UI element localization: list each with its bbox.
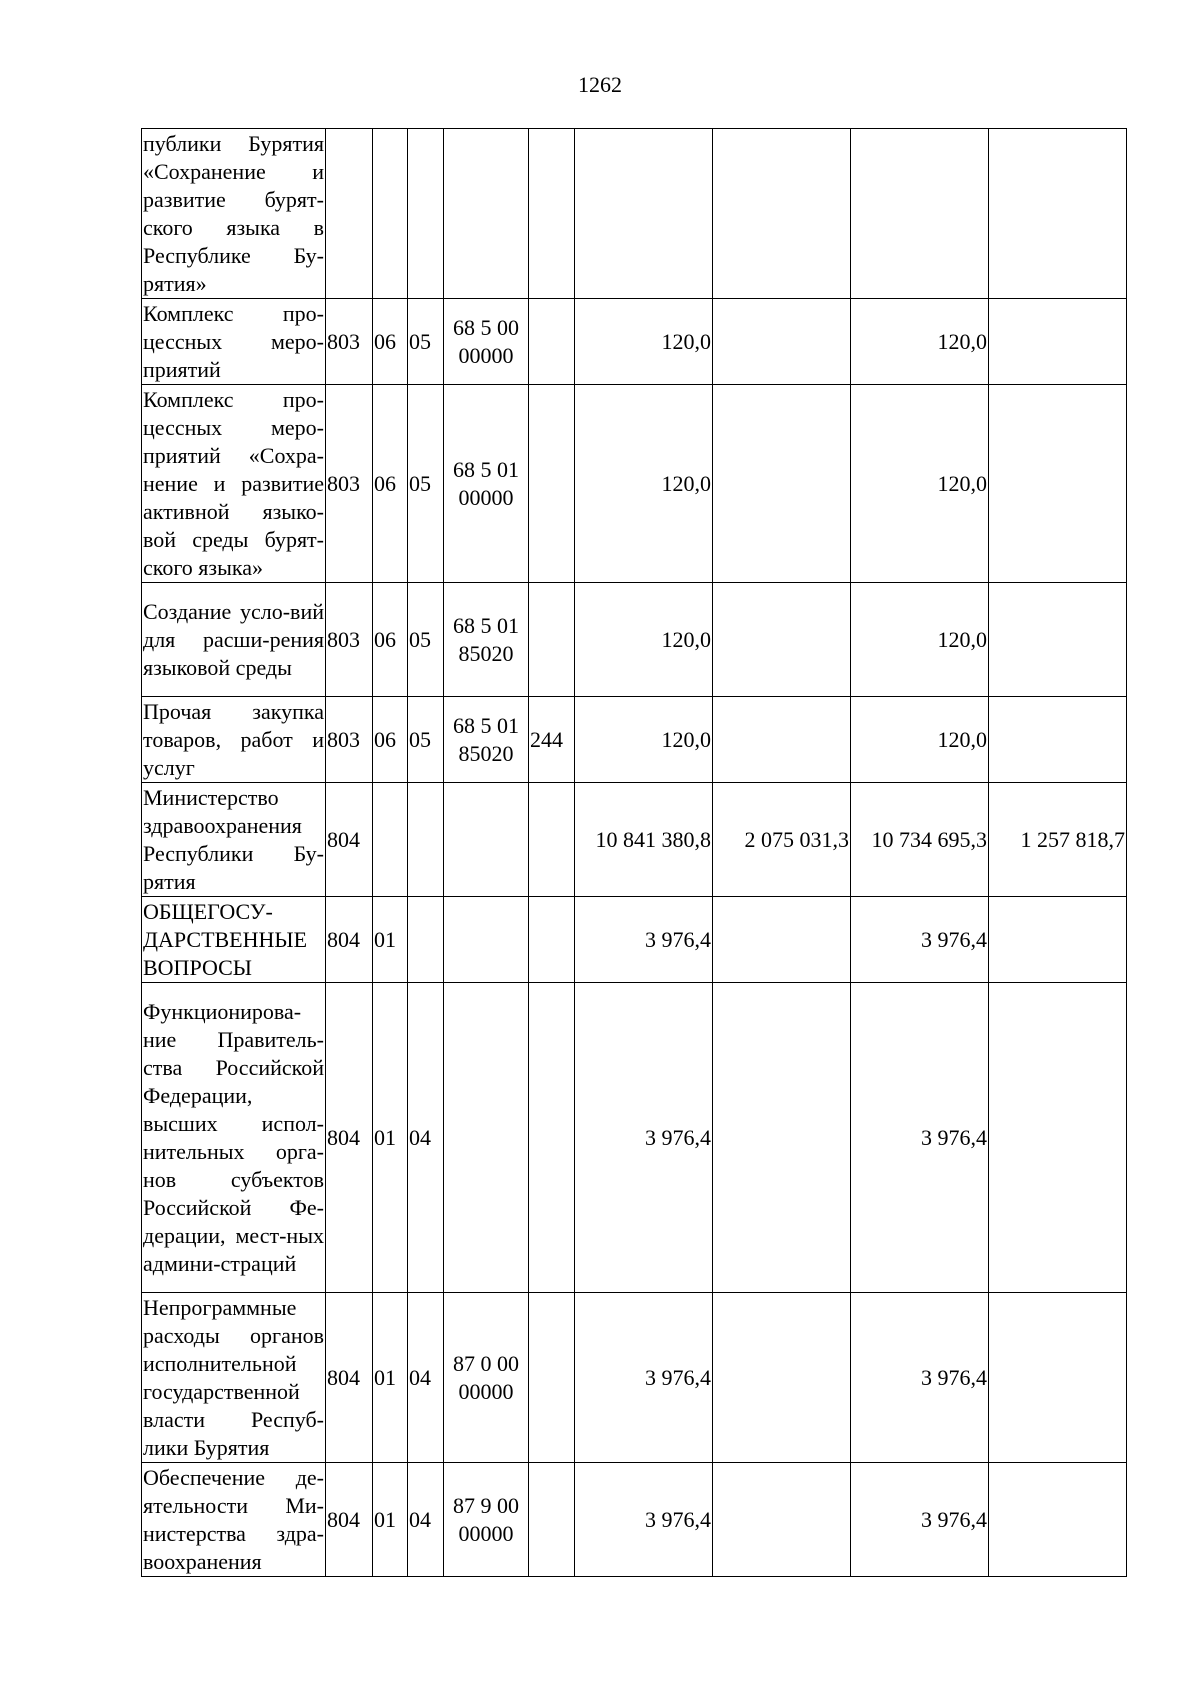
amount-3: 120,0 — [851, 697, 989, 783]
row-name: Функционирова-ние Правитель-ства Российской Федерации, высших испол-нительных орга-нов субъектов Российской Фе-дерации, мест-ных админи-страций — [142, 983, 326, 1293]
amount-4 — [989, 1463, 1127, 1577]
section-code: 06 — [373, 299, 408, 385]
expense-type-code — [529, 385, 575, 583]
target-article-code: 87 0 00 00000 — [444, 1293, 529, 1463]
amount-1: 120,0 — [575, 385, 713, 583]
subsection-code: 05 — [408, 697, 444, 783]
ved-code — [326, 129, 373, 299]
target-article-code — [444, 129, 529, 299]
expense-type-code — [529, 299, 575, 385]
subsection-code — [408, 897, 444, 983]
target-article-code: 68 5 01 00000 — [444, 385, 529, 583]
table-row — [142, 983, 1127, 1293]
amount-1: 3 976,4 — [575, 1463, 713, 1577]
amount-3: 10 734 695,3 — [851, 783, 989, 897]
table-row — [142, 897, 1127, 983]
subsection-code: 05 — [408, 583, 444, 697]
table-row — [142, 783, 1127, 897]
section-code: 01 — [373, 897, 408, 983]
section-code: 01 — [373, 983, 408, 1293]
subsection-code: 05 — [408, 299, 444, 385]
expense-type-code — [529, 1463, 575, 1577]
ved-code: 803 — [326, 385, 373, 583]
amount-2 — [713, 299, 851, 385]
subsection-code: 05 — [408, 385, 444, 583]
target-article-code: 68 5 01 85020 — [444, 697, 529, 783]
amount-1: 10 841 380,8 — [575, 783, 713, 897]
amount-3 — [851, 129, 989, 299]
subsection-code: 04 — [408, 1293, 444, 1463]
amount-1: 120,0 — [575, 697, 713, 783]
amount-4 — [989, 129, 1127, 299]
amount-4 — [989, 897, 1127, 983]
amount-3: 3 976,4 — [851, 897, 989, 983]
table-row — [142, 385, 1127, 583]
table-row — [142, 299, 1127, 385]
amount-2 — [713, 1293, 851, 1463]
amount-1: 3 976,4 — [575, 1293, 713, 1463]
ved-code: 803 — [326, 583, 373, 697]
target-article-code: 87 9 00 00000 — [444, 1463, 529, 1577]
budget-table — [141, 128, 1127, 1577]
amount-1: 3 976,4 — [575, 897, 713, 983]
amount-4: 1 257 818,7 — [989, 783, 1127, 897]
amount-1: 3 976,4 — [575, 983, 713, 1293]
expense-type-code — [529, 983, 575, 1293]
subsection-code: 04 — [408, 1463, 444, 1577]
ved-code: 804 — [326, 783, 373, 897]
amount-1: 120,0 — [575, 299, 713, 385]
amount-2 — [713, 129, 851, 299]
subsection-code — [408, 783, 444, 897]
section-code: 06 — [373, 583, 408, 697]
expense-type-code — [529, 783, 575, 897]
target-article-code: 68 5 00 00000 — [444, 299, 529, 385]
row-name: публики Бурятия «Сохранение и развитие бурят-ского языка в Республике Бу-рятия» — [142, 129, 326, 299]
ved-code: 804 — [326, 897, 373, 983]
table-body — [142, 129, 1127, 1577]
row-name: Прочая закупка товаров, работ и услуг — [142, 697, 326, 783]
page-number: 1262 — [578, 72, 622, 97]
section-code: 01 — [373, 1463, 408, 1577]
section-code: 01 — [373, 1293, 408, 1463]
amount-2 — [713, 1463, 851, 1577]
ved-code: 804 — [326, 983, 373, 1293]
table-row — [142, 129, 1127, 299]
amount-2 — [713, 697, 851, 783]
target-article-code: 68 5 01 85020 — [444, 583, 529, 697]
amount-4 — [989, 697, 1127, 783]
subsection-code: 04 — [408, 983, 444, 1293]
table-row — [142, 583, 1127, 697]
amount-1: 120,0 — [575, 583, 713, 697]
table-row — [142, 697, 1127, 783]
row-name: Комплекс про-цессных меро-приятий — [142, 299, 326, 385]
row-name: Создание усло-вий для расши-рения языковой среды — [142, 583, 326, 697]
amount-3: 3 976,4 — [851, 1463, 989, 1577]
amount-2 — [713, 983, 851, 1293]
table-row — [142, 1463, 1127, 1577]
section-code — [373, 129, 408, 299]
amount-4 — [989, 983, 1127, 1293]
expense-type-code — [529, 1293, 575, 1463]
amount-3: 3 976,4 — [851, 1293, 989, 1463]
section-code — [373, 783, 408, 897]
ved-code: 804 — [326, 1293, 373, 1463]
amount-2 — [713, 897, 851, 983]
row-name: Непрограммные расходы органов исполнительной государственной власти Респуб-лики Бурятия — [142, 1293, 326, 1463]
amount-1 — [575, 129, 713, 299]
expense-type-code — [529, 897, 575, 983]
row-name: Министерство здравоохранения Республики Бу-рятия — [142, 783, 326, 897]
row-name: Комплекс про-цессных меро-приятий «Сохра-нение и развитие активной языко-вой среды бурят-ского языка» — [142, 385, 326, 583]
ved-code: 803 — [326, 299, 373, 385]
amount-3: 120,0 — [851, 583, 989, 697]
ved-code: 804 — [326, 1463, 373, 1577]
amount-4 — [989, 583, 1127, 697]
expense-type-code — [529, 583, 575, 697]
amount-4 — [989, 299, 1127, 385]
amount-3: 120,0 — [851, 385, 989, 583]
section-code: 06 — [373, 385, 408, 583]
target-article-code — [444, 897, 529, 983]
amount-2 — [713, 583, 851, 697]
row-name: ОБЩЕГОСУ-ДАРСТВЕННЫЕ ВОПРОСЫ — [142, 897, 326, 983]
amount-4 — [989, 385, 1127, 583]
target-article-code — [444, 783, 529, 897]
amount-2: 2 075 031,3 — [713, 783, 851, 897]
amount-3: 3 976,4 — [851, 983, 989, 1293]
table-row — [142, 1293, 1127, 1463]
amount-4 — [989, 1293, 1127, 1463]
amount-2 — [713, 385, 851, 583]
target-article-code — [444, 983, 529, 1293]
expense-type-code — [529, 129, 575, 299]
ved-code: 803 — [326, 697, 373, 783]
row-name: Обеспечение де-ятельности Ми-нистерства здра-воохранения — [142, 1463, 326, 1577]
subsection-code — [408, 129, 444, 299]
expense-type-code: 244 — [529, 697, 575, 783]
section-code: 06 — [373, 697, 408, 783]
amount-3: 120,0 — [851, 299, 989, 385]
